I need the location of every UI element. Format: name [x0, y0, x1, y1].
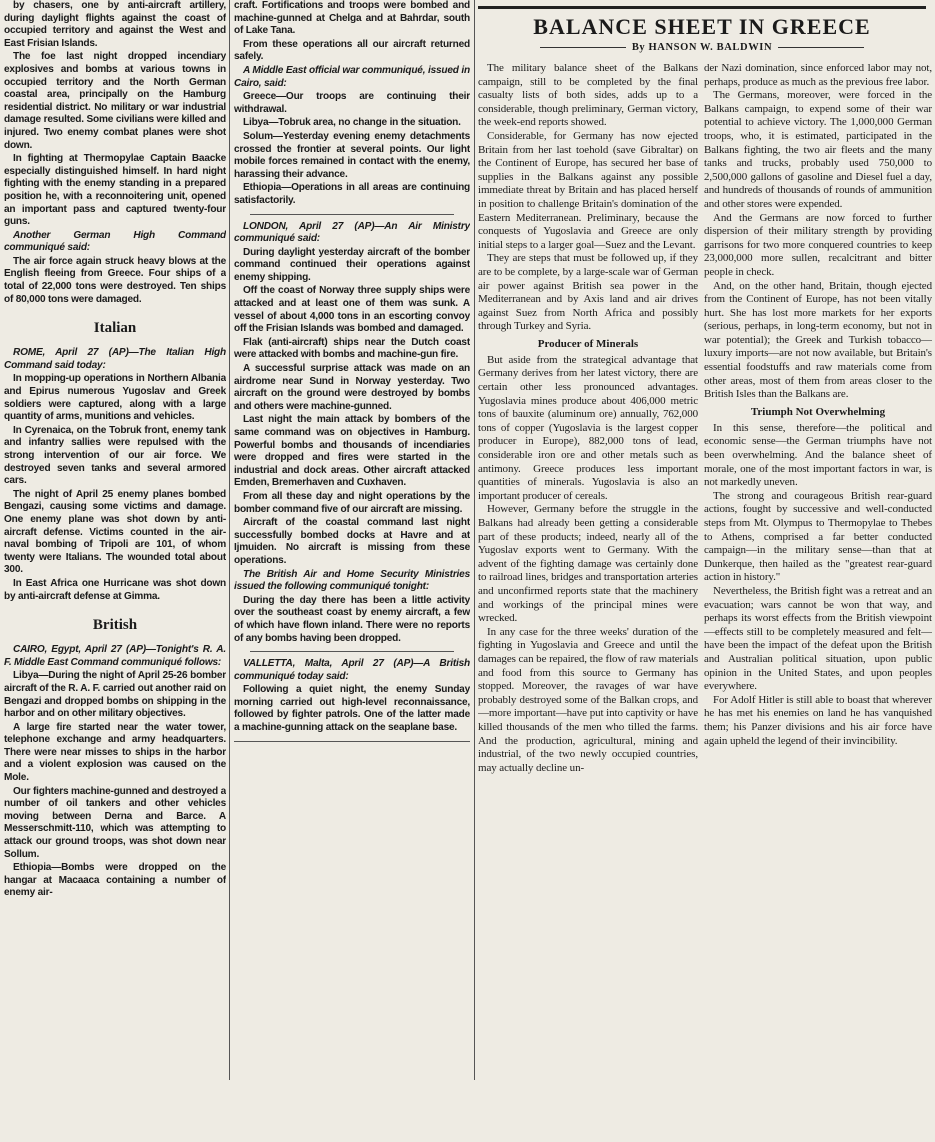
headline-title: BALANCE SHEET IN GREECE	[533, 14, 871, 39]
paragraph: Solum—Yesterday evening enemy detachments crossed the frontier at several points. Our light mobile forces remained in contact with the enemy, harassing their advance.	[234, 130, 470, 180]
dateline: LONDON, April 27 (AP)—An Air Ministry communiqué said:	[234, 220, 470, 245]
paragraph: der Nazi domination, since enforced labor may not, perhaps, produce as much as the previous free labor.	[704, 62, 932, 88]
section-heading-british: British	[92, 617, 138, 634]
paragraph: And the Germans are now forced to further dispersion of their military strength by providing garrisons for two more conquered countries to keep 23,000,000 more sullen, recalcitrant and bitter people in check.	[704, 211, 932, 278]
paragraph: But aside from the strategical advantage that Germany derives from her latest victory, there are certain other less pronounced advantages. Yugoslavia mines produce about 406,000 metric tons of bauxite (aluminum ore) annually, 762,000 tons of copper (Yugoslavia is the largest copper producer in Europe), 882,000 tons of lead, considerable iron ore and other metals such as antimony. Greece produces less important quantities of minerals. Yugoslavia is also an important producer of cereals.	[478, 353, 698, 502]
column-4	[704, 62, 932, 1142]
byline-text: By HANSON W. BALDWIN	[631, 42, 773, 53]
paragraph: Another German High Command communiqué said:	[4, 229, 226, 254]
paragraph: They are steps that must be followed up, if they are to be complete, by a large-scale war of German air power against British sea power in the Mediterranean and by Axis land and air drives against Suez from North Africa and possibly through Turkey and Syria.	[478, 252, 698, 333]
paragraph: Libya—During the night of April 25-26 bomber aircraft of the R. A. F. carried out another raid on Bengazi and dropped bombs on shipping in the harbor and on other military objectives.	[4, 670, 226, 720]
paragraph: The British Air and Home Security Ministries issued the following communiqué tonight:	[234, 568, 470, 593]
paragraph: From all these day and night operations by the bomber command five of our aircraft are missing.	[234, 490, 470, 515]
paragraph: From these operations all our aircraft returned safely.	[234, 38, 470, 63]
subheading: Triumph Not Overwhelming	[750, 405, 886, 418]
paragraph: Considerable, for Germany has now ejected Britain from her last toehold (save Gibraltar) on the Continent of Europe, has secured her base of supplies in the Balkans against any possible immediate threat by Britain and has placed herself in position to challenge Britain's domination of the Eastern Mediterranean. Preliminary, because the conquests of Yugoslavia and Greece are only initial steps to a larger goal—Suez and the Levant.	[478, 129, 698, 251]
paragraph: In any case for the three weeks' duration of the fighting in Yugoslavia and Greece and until the damages can be repaired, the flow of raw materials and food from this source to Germany has stopped. Moreover, the ravages of war have probably destroyed some of the Balkan crops, and—more important—have put into captivity or have killed thousands of the men who tilled the farms. And the production, agricultural, mining and industrial, of the two newly occupied countries, may actually decline un-	[478, 625, 698, 774]
paragraph: The Germans, moreover, were forced in the Balkans campaign, to expend some of their war potential to achieve victory. The 1,000,000 German troops, who, it is estimated, participated in the Balkans fighting, the two air fleets and the many tanks and trucks, probably used 750,000 to 2,500,000 gallons of gasoline and Diesel fuel a day, and hundreds of thousands of rounds of ammunition and other stores were expended.	[704, 89, 932, 210]
paragraph: Nevertheless, the British fight was a retreat and an evacuation; wars cannot be won that way, and perhaps its worst effects from the British viewpoint—effects still to be completely measured and felt—have been the impact of the defeat upon the British and Australian political situation, upon public opinion in the United States, and upon peoples everywhere.	[704, 584, 932, 693]
paragraph: Following a quiet night, the enemy Sunday morning carried out high-level reconnaissance, followed by fighter patrols. One of the latter made a machine-gunning attack on the seaplane base.	[234, 684, 470, 734]
paragraph: For Adolf Hitler is still able to boast that wherever he has met his enemies on land he has vanquished them; his Panzer divisions and his air force have again upheld the legend of their invincibility.	[704, 693, 932, 747]
paragraph: The night of April 25 enemy planes bombed Bengazi, causing some victims and damage. One enemy plane was shot down by anti-aircraft defense. Victims counted in the air-naval bombing of Tripoli are 101, of whom twenty were Italians. The wounded total about 300.	[4, 488, 226, 576]
paragraph: A Middle East official war communiqué, issued in Cairo, said:	[234, 64, 470, 89]
subheading: Producer of Minerals	[537, 337, 639, 350]
paragraph: Off the coast of Norway three supply ships were attacked and at least one of them was sunk. A vessel of about 4,000 tons in an escorting convoy off the Frisian Islands was bombed and damaged.	[234, 285, 470, 335]
paragraph: In fighting at Thermopylae Captain Baacke especially distinguished himself. In hard night fighting with the enemy standing in a prepared position he, with a reconnoitering unit, opened an important pass and captured twenty-four guns.	[4, 153, 226, 228]
column-1	[4, 0, 226, 1080]
paragraph: In this sense, therefore—the political and economic sense—the German triumphs have not been overwhelming. And the balance sheet of morale, one of the most important factors in war, is not markedly uneven.	[704, 421, 932, 489]
column-3	[478, 62, 698, 1142]
article-headline	[478, 6, 926, 61]
paragraph: The foe last night dropped incendiary explosives and bombs at various towns in occupied territory and the North German coastal area, principally on the Hamburg residential district. No military or war industrial damage resulted. Some civilians were killed and injured. Two enemy combat planes were shot down.	[4, 51, 226, 151]
dateline: VALLETTA, Malta, April 27 (AP)—A British communiqué today said:	[234, 658, 470, 682]
paragraph: Ethiopia—Operations in all areas are continuing satisfactorily.	[234, 182, 470, 206]
paragraph: Ethiopia—Bombs were dropped on the hangar at Macaaca containing a number of enemy air-	[4, 862, 226, 899]
paragraph: Libya—Tobruk area, no change in the situation.	[243, 117, 461, 129]
paragraph: The air force again struck heavy blows at the English fleeing from Greece. Four ships of a total of 22,000 tons were destroyed. Ten ships of 80,000 tons were damaged.	[4, 255, 226, 305]
paragraph: by chasers, one by anti-aircraft artillery, during daylight flights against the coast of occupied territory and against the West and East Frisian Islands.	[4, 0, 226, 49]
column-2	[234, 0, 470, 1080]
paragraph: In Cyrenaica, on the Tobruk front, enemy tank and infantry sallies were repulsed with the strong intervention of our air force. We destroyed seven tanks and several armored cars.	[4, 424, 226, 487]
paragraph: The military balance sheet of the Balkans campaign, still to be completed by the final casualty lists of both sides, adds up to a considerable, though preliminary, German victory, the week-end reports showed.	[478, 62, 698, 129]
paragraph: craft. Fortifications and troops were bombed and machine-gunned at Chelga and at Bahrdar, south of Lake Tana.	[234, 0, 470, 37]
paragraph: During the day there has been a little activity over the southeast coast by enemy aircraft, a few of which have flown inland. There were no reports of any bombs having been dropped.	[234, 594, 470, 644]
paragraph: However, Germany before the struggle in the Balkans had already been getting a considerable part of these products; indeed, nearly all of the Yugoslav exports went to Germany. With the advent of the fighting damage was certainly done to railroad lines, bridges and transportation arteries and unconfirmed reports state that the machinery and workings of the principal mines were wrecked.	[478, 503, 698, 625]
paragraph: A successful surprise attack was made on an airdrome near Sund in Norway yesterday. Two aircraft on the ground were destroyed by bombs and others were machine-gunned.	[234, 363, 470, 412]
paragraph: Greece—Our troops are continuing their withdrawal.	[234, 91, 470, 115]
paragraph: And, on the other hand, Britain, though ejected from the Continent of Europe, has not been vitally hurt. She has lost more markets for her exports (serious, perhaps, in long-term economy, but not in war potential); the Greek and Turkish tobacco—luxury imports—are not now available, but Britain's essential foodstuffs and raw materials come from other areas, most of them from areas closer to the British Isles than the Balkans are.	[704, 279, 932, 401]
dateline: CAIRO, Egypt, April 27 (AP)—Tonight's R. A. F. Middle East Command communiqué follows:	[4, 644, 226, 668]
paragraph: Our fighters machine-gunned and destroyed a number of oil tankers and other vehicles moving between Derna and Barce. A Messerschmitt-110, which was attempting to attack our ground troops, was shot down near Sollum.	[4, 785, 226, 860]
paragraph: The strong and courageous British rear-guard actions, fought by successive and well-conducted steps from Mt. Olympus to Thermopylae to Thebes to Athens, comprised a far better conducted campaign—in the military sense—than that at Dunkerque, then hailed as the "greatest rear-guard action in history."	[704, 489, 932, 584]
paragraph: A large fire started near the water tower, telephone exchange and army headquarters. There were near misses to ships in the harbor and a violent explosion was caused on the Mole.	[4, 721, 226, 784]
paragraph: Aircraft of the coastal command last night successfully bombed docks at Havre and at Ijmuiden. No aircraft is missing from these operations.	[234, 517, 470, 566]
column-rule	[229, 0, 230, 1080]
paragraph: Flak (anti-aircraft) ships near the Dutch coast were attacked with bombs and machine-gun fire.	[234, 336, 470, 361]
byline	[478, 42, 926, 53]
divider	[234, 741, 470, 742]
paragraph: In mopping-up operations in Northern Albania and Epirus numerous Yugoslav and Greek soldiers were captured, along with a large quantity of arms, munitions and vehicles.	[4, 373, 226, 423]
section-heading-italian: Italian	[93, 320, 137, 337]
divider	[250, 651, 454, 652]
paragraph: In East Africa one Hurricane was shot down by anti-aircraft defense at Gimma.	[4, 577, 226, 602]
divider	[250, 214, 454, 215]
column-rule	[474, 0, 475, 1080]
paragraph: During daylight yesterday aircraft of the bomber command continued their operations against enemy shipping.	[234, 246, 470, 283]
paragraph: Last night the main attack by bombers of the same command was on objectives in Hamburg. Powerful bombs and thousands of incendiaries were dropped and fires were started in the industrial and dock areas. Other aircraft attacked Emden, Bremerhaven and Cuxhaven.	[234, 414, 470, 489]
dateline: ROME, April 27 (AP)—The Italian High Command said today:	[4, 347, 226, 371]
